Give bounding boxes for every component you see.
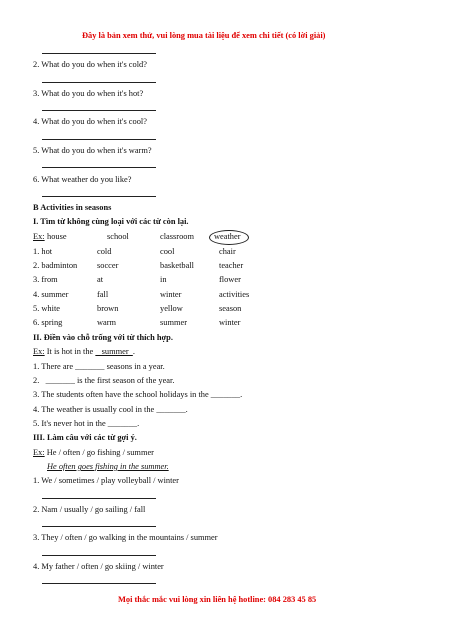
row-6-word-3: summer	[160, 318, 187, 327]
answer-line	[42, 82, 156, 83]
example-prompt: He / often / go fishing / summer	[44, 448, 154, 457]
row-5-word-2: brown	[97, 304, 119, 313]
answer-line	[42, 526, 156, 527]
row-4-word-4: activities	[219, 290, 250, 299]
row-6-word-1: 6. spring	[33, 318, 63, 327]
section-b-title: B Activities in seasons	[33, 203, 112, 212]
sentence-item-1: 1. We / sometimes / play volleyball / winter	[33, 476, 179, 485]
example-answer: summer	[95, 347, 133, 356]
row-4-word-2: fall	[97, 290, 109, 299]
section-1-title: I. Tìm từ không cùng loại với các từ còn lại.	[33, 217, 189, 226]
row-4-word-1: 4. summer	[33, 290, 69, 299]
answer-line	[42, 555, 156, 556]
example-label: Ex:	[33, 448, 45, 457]
sentence-item-3: 3. They / often / go walking in the mountains / summer	[33, 533, 218, 542]
example-end: .	[132, 347, 135, 356]
row-2-word-3: basketball	[160, 261, 194, 270]
example-answer: He often goes fishing in the summer.	[47, 462, 169, 471]
answer-line	[42, 498, 156, 499]
question-2: 2. What do you do when it's cold?	[33, 60, 147, 69]
answer-line	[42, 110, 156, 111]
row-2-word-2: soccer	[97, 261, 119, 270]
answer-line	[42, 167, 156, 168]
fill-item-2: 2. _______ is the first season of the year.	[33, 376, 175, 385]
row-2-word-4: teacher	[219, 261, 244, 270]
sentence-item-4: 4. My father / often / go skiing / winter	[33, 562, 164, 571]
section-3-example	[33, 449, 154, 457]
fill-item-1: 1. There are _______ seasons in a year.	[33, 362, 165, 371]
example-label: Ex:	[33, 232, 45, 241]
section-2-example	[33, 348, 135, 356]
row-1-word-4: chair	[219, 247, 236, 256]
answer-line	[42, 139, 156, 140]
row-5-word-4: season	[219, 304, 242, 313]
fill-item-3: 3. The students often have the school holidays in the _______.	[33, 390, 243, 399]
row-4-word-3: winter	[160, 290, 182, 299]
section-2-title: II. Điền vào chỗ trống với từ thích hợp.	[33, 333, 173, 342]
fill-item-4: 4. The weather is usually cool in the _______.	[33, 405, 188, 414]
answer-line	[42, 583, 156, 584]
row-1-word-3: cool	[160, 247, 175, 256]
row-5-word-3: yellow	[160, 304, 183, 313]
row-3-word-3: in	[160, 275, 167, 284]
sentence-item-2: 2. Nam / usually / go sailing / fall	[33, 505, 146, 514]
example-word-3: classroom	[160, 232, 194, 241]
example-word-1: house	[47, 232, 67, 241]
row-3-word-4: flower	[219, 275, 241, 284]
row-5-word-1: 5. white	[33, 304, 60, 313]
section-3-title: III. Làm câu với các từ gợi ý.	[33, 433, 137, 442]
row-2-word-1: 2. badminton	[33, 261, 78, 270]
answer-line	[42, 196, 156, 197]
page-header: Đây là bản xem thử, vui lòng mua tài liệu để xem chi tiết (có lời giải)	[82, 31, 326, 40]
row-1-word-1: 1. hot	[33, 247, 53, 256]
row-1-word-2: cold	[97, 247, 112, 256]
question-4: 4. What do you do when it's cool?	[33, 117, 147, 126]
answer-line	[42, 53, 156, 54]
question-6: 6. What weather do you like?	[33, 175, 132, 184]
row-6-word-4: winter	[219, 318, 241, 327]
question-5: 5. What do you do when it's warm?	[33, 146, 152, 155]
example-word-4: weather	[214, 232, 241, 241]
fill-item-5: 5. It's never hot in the _______.	[33, 419, 140, 428]
page-footer: Mọi thắc mắc vui lòng xin liên hệ hotline: 084 283 45 85	[118, 595, 317, 604]
row-3-word-2: at	[97, 275, 104, 284]
example-text: It is hot in the	[44, 347, 96, 356]
row-6-word-2: warm	[97, 318, 117, 327]
example-word-2: school	[107, 232, 129, 241]
row-3-word-1: 3. from	[33, 275, 58, 284]
question-3: 3. What do you do when it's hot?	[33, 89, 144, 98]
example-label: Ex:	[33, 347, 45, 356]
